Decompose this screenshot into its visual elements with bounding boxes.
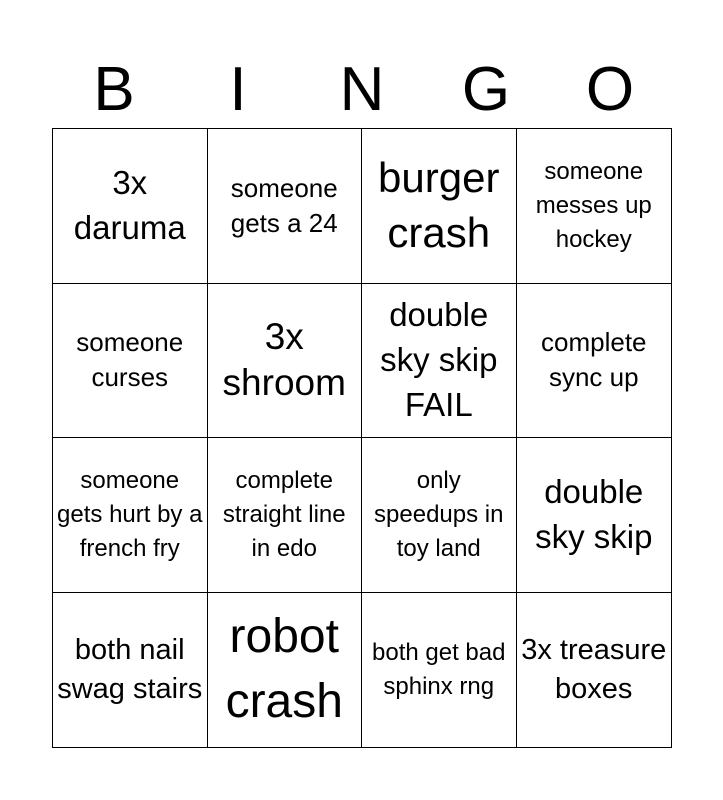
cell-label: both nail swag stairs [57, 634, 203, 705]
cell-label: complete sync up [541, 327, 647, 393]
cell-label: double sky skip [535, 473, 653, 555]
cell-label: 3x daruma [73, 164, 186, 246]
cell-label: only speedups in toy land [374, 466, 504, 562]
bingo-cell[interactable] [517, 129, 672, 284]
bingo-cell[interactable] [208, 129, 363, 284]
cell-label: 3x treasure boxes [521, 634, 667, 705]
bingo-cell[interactable] [362, 129, 517, 284]
header-letter-g: G [461, 55, 511, 124]
header-letter-i: I [229, 55, 247, 124]
cell-label: both get bad sphinx rng [372, 638, 506, 700]
cell-label: robot crash [225, 610, 343, 728]
cell-label: burger crash [378, 154, 500, 256]
bingo-cell[interactable] [208, 593, 363, 748]
bingo-cell[interactable] [53, 438, 208, 593]
bingo-cell[interactable] [362, 438, 517, 593]
bingo-cell[interactable] [53, 593, 208, 748]
cell-label: someone gets a 24 [230, 172, 338, 238]
bingo-cell[interactable] [208, 438, 363, 593]
cell-label: someone gets hurt by a french fry [57, 466, 203, 562]
bingo-cell[interactable] [208, 284, 363, 439]
bingo-cell[interactable] [517, 438, 672, 593]
cell-label: 3x shroom [222, 316, 346, 404]
bingo-header [52, 52, 672, 128]
cell-label: double sky skip FAIL [380, 296, 498, 423]
bingo-board [52, 128, 672, 748]
header-letter-o: O [585, 55, 635, 124]
header-letter-n: N [339, 55, 385, 124]
bingo-cell[interactable] [362, 284, 517, 439]
bingo-cell[interactable] [53, 284, 208, 439]
cell-label: complete straight line in edo [222, 466, 346, 562]
bingo-cell[interactable] [517, 593, 672, 748]
bingo-cell[interactable] [362, 593, 517, 748]
cell-label: someone messes up hockey [535, 157, 652, 253]
bingo-cell[interactable] [517, 284, 672, 439]
bingo-cell[interactable] [53, 129, 208, 284]
header-letter-b: B [93, 55, 135, 124]
cell-label: someone curses [76, 327, 184, 393]
